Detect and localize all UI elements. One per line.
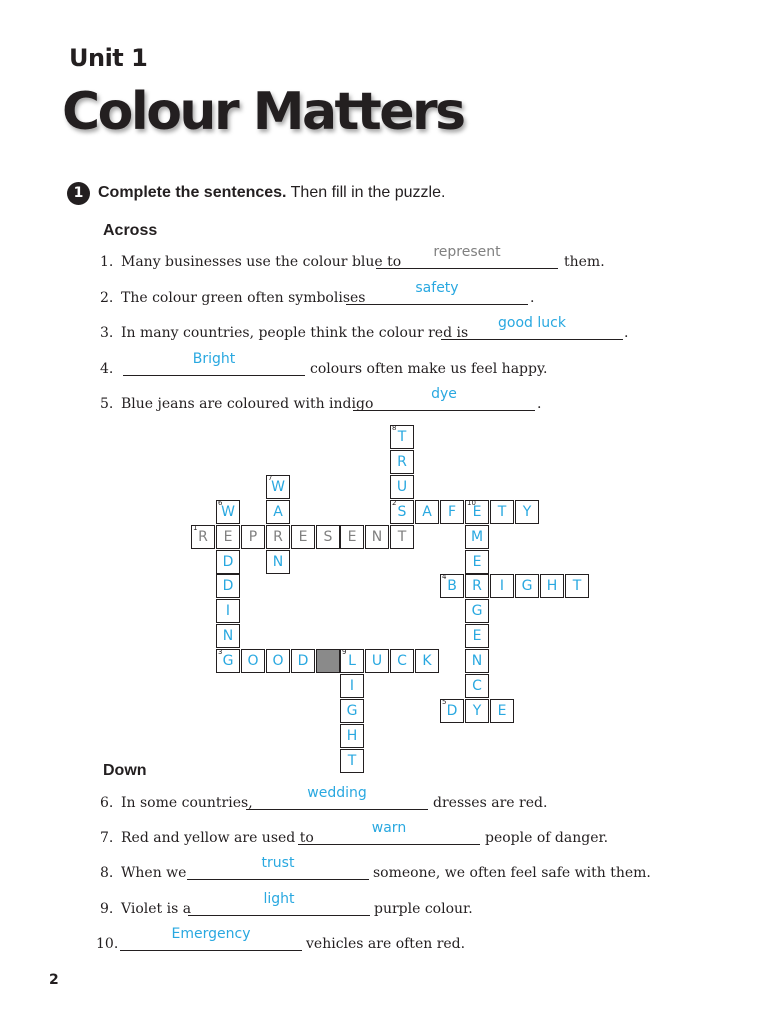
cell-letter: E [497,703,507,719]
cell-letter: N [222,628,234,644]
crossword-cell[interactable] [241,525,265,549]
cell-letter: Y [522,504,532,520]
handwritten-answer: warn [371,820,407,836]
shaded-cell [316,649,340,673]
crossword-cell[interactable] [540,574,564,598]
clue-number: 6. [100,795,114,811]
handwritten-answer: safety [415,280,459,296]
crossword-cell[interactable] [266,475,290,499]
cell-letter: D [446,703,458,719]
crossword-cell[interactable] [390,475,414,499]
crossword-cell[interactable] [340,649,364,673]
clue-number: 1. [100,254,114,270]
cell-letter: A [273,504,283,520]
clue-text-before: In some countries, [121,795,253,811]
crossword-cell[interactable] [266,649,290,673]
unit-label: Unit 1 [69,44,148,72]
cell-letter: H [546,578,558,594]
crossword-cell[interactable] [390,450,414,474]
down-clue-1 [0,785,740,815]
cell-letter: T [497,504,507,520]
crossword-cell[interactable] [216,500,240,524]
instruction-rest: Then fill in the puzzle. [286,184,446,201]
crossword-cell[interactable] [365,525,389,549]
cell-number: 7 [268,474,273,482]
cell-letter: I [225,603,231,619]
cell-letter: T [397,529,407,545]
cell-letter: I [499,578,505,594]
clue-text-after: people of danger. [485,830,609,846]
cell-letter: N [272,554,284,570]
answer-blank[interactable] [353,410,535,411]
crossword-cell[interactable] [440,574,464,598]
crossword-cell[interactable] [216,599,240,623]
cell-letter: E [472,554,482,570]
answer-blank[interactable] [376,268,558,269]
cell-number: 10 [467,499,476,507]
cell-number: 5 [442,698,447,706]
crossword-cell[interactable] [465,599,489,623]
crossword-cell[interactable] [515,574,539,598]
cell-letter: W [271,479,285,495]
answer-blank[interactable] [187,879,369,880]
cell-letter: G [222,653,234,669]
crossword-cell[interactable] [490,574,514,598]
handwritten-answer: wedding [307,785,367,801]
cell-letter: O [272,653,284,669]
across-clue-5 [0,386,740,416]
cell-number: 2 [392,499,397,507]
clue-number: 4. [100,361,114,377]
cell-letter: R [472,578,482,594]
cell-letter: M [470,529,484,545]
cell-number: 1 [193,524,198,532]
cell-letter: R [273,529,283,545]
crossword-cell[interactable] [191,525,215,549]
across-clue-1 [0,244,740,274]
clue-text-before: In many countries, people think the colour red is [121,325,469,341]
clue-text-after: purple colour. [374,901,473,917]
across-clue-2 [0,280,740,310]
clue-text-after: . [624,325,629,341]
clue-text-before: Many businesses use the colour blue to [121,254,402,270]
cell-letter: E [472,504,482,520]
cell-letter: I [349,678,355,694]
clue-text-before: Violet is a [121,901,192,917]
cell-letter: N [471,653,483,669]
crossword-cell[interactable] [390,425,414,449]
crossword-cell[interactable] [340,525,364,549]
cell-letter: R [198,529,208,545]
cell-letter: S [323,529,333,545]
crossword-cell[interactable] [465,525,489,549]
clue-text-after: . [537,396,542,412]
clue-text-before: When we [121,865,187,881]
crossword-cell[interactable] [340,699,364,723]
clue-text-after: dresses are red. [433,795,548,811]
page-title: Colour Matters [62,82,464,142]
clue-text-before: Red and yellow are used to [121,830,314,846]
clue-text-before: The colour green often symbolises [121,290,366,306]
cell-number: 6 [218,499,223,507]
exercise-instruction [98,184,445,202]
crossword-cell[interactable] [415,649,439,673]
crossword-cell[interactable] [565,574,589,598]
cell-letter: N [371,529,383,545]
handwritten-answer: trust [261,855,295,871]
crossword-cell[interactable] [340,724,364,748]
cell-letter: T [397,429,407,445]
answer-blank[interactable] [123,375,305,376]
cell-letter: E [472,628,482,644]
cell-letter: G [471,603,483,619]
handwritten-answer: dye [431,386,457,402]
clue-number: 7. [100,830,114,846]
cell-number: 9 [342,648,347,656]
cell-letter: S [397,504,407,520]
cell-letter: W [221,504,235,520]
answer-blank[interactable] [441,339,623,340]
answer-blank[interactable] [188,915,370,916]
crossword-cell[interactable] [440,699,464,723]
crossword-cell[interactable] [465,699,489,723]
crossword-cell[interactable] [216,550,240,574]
crossword-cell[interactable] [291,649,315,673]
cell-letter: D [297,653,309,669]
clue-text-after: vehicles are often red. [306,936,466,952]
down-clue-3 [0,855,740,885]
crossword-cell[interactable] [465,550,489,574]
exercise-number-badge: 1 [67,182,90,205]
crossword-cell[interactable] [291,525,315,549]
cell-letter: Y [472,703,482,719]
clue-number: 10. [96,936,119,952]
down-heading: Down [103,762,147,779]
crossword-cell[interactable] [216,624,240,648]
crossword-cell[interactable] [465,500,489,524]
handwritten-answer: good luck [498,315,566,331]
cell-letter: G [521,578,533,594]
cell-number: 8 [392,424,397,432]
crossword-cell[interactable] [241,649,265,673]
handwritten-answer: light [263,891,295,907]
crossword-cell[interactable] [340,674,364,698]
crossword-cell[interactable] [465,574,489,598]
answer-blank[interactable] [246,809,428,810]
cell-letter: T [347,753,357,769]
across-heading: Across [103,222,158,239]
cell-letter: P [248,529,258,545]
crossword-cell[interactable] [515,500,539,524]
clue-text-after: . [530,290,535,306]
cell-letter: E [298,529,308,545]
cell-letter: F [447,504,457,520]
crossword-cell[interactable] [216,525,240,549]
handwritten-answer: represent [433,244,501,260]
answer-blank[interactable] [346,304,528,305]
cell-letter: D [222,554,234,570]
cell-letter: A [422,504,432,520]
cell-letter: R [397,454,407,470]
crossword-cell[interactable] [465,649,489,673]
cell-number: 4 [442,573,447,581]
cell-letter: H [346,728,358,744]
cell-letter: L [348,653,356,669]
crossword-cell[interactable] [216,649,240,673]
crossword-cell[interactable] [390,500,414,524]
clue-text-before: Blue jeans are coloured with indigo [121,396,374,412]
cell-letter: T [572,578,582,594]
cell-letter: O [247,653,259,669]
handwritten-answer: Bright [192,351,236,367]
cell-letter: B [447,578,457,594]
clue-text-after: someone, we often feel safe with them. [373,865,651,881]
crossword-cell[interactable] [390,525,414,549]
cell-letter: C [472,678,482,694]
crossword-cell[interactable] [266,525,290,549]
crossword-cell[interactable] [390,649,414,673]
clue-text-after: them. [564,254,605,270]
crossword-cell[interactable] [216,574,240,598]
clue-number: 5. [100,396,114,412]
crossword-cell[interactable] [316,525,340,549]
clue-text-after: colours often make us feel happy. [310,361,548,377]
cell-letter: U [396,479,408,495]
across-clue-4 [0,351,740,381]
crossword-cell[interactable] [490,699,514,723]
clue-number: 3. [100,325,114,341]
crossword-cell[interactable] [415,500,439,524]
answer-blank[interactable] [120,950,302,951]
instruction-bold: Complete the sentences. [98,184,287,201]
crossword-cell[interactable] [465,624,489,648]
cell-letter: K [422,653,432,669]
down-clue-4 [0,891,740,921]
cell-letter: E [347,529,357,545]
cell-letter: E [223,529,233,545]
clue-number: 8. [100,865,114,881]
crossword-cell[interactable] [490,500,514,524]
crossword-cell[interactable] [266,550,290,574]
crossword-cell[interactable] [340,749,364,773]
handwritten-answer: Emergency [171,926,251,942]
crossword-cell[interactable] [365,649,389,673]
cell-letter: G [346,703,358,719]
clue-number: 9. [100,901,114,917]
answer-blank[interactable] [298,844,480,845]
crossword-cell[interactable] [440,500,464,524]
cell-letter: U [371,653,383,669]
crossword-cell[interactable] [465,674,489,698]
down-clue-2 [0,820,740,850]
cell-number: 3 [218,648,223,656]
crossword-cell[interactable] [266,500,290,524]
clue-number: 2. [100,290,114,306]
across-clue-3 [0,315,740,345]
cell-letter: D [222,578,234,594]
down-clue-5 [0,926,740,956]
page-number: 2 [49,972,59,988]
cell-letter: C [397,653,407,669]
